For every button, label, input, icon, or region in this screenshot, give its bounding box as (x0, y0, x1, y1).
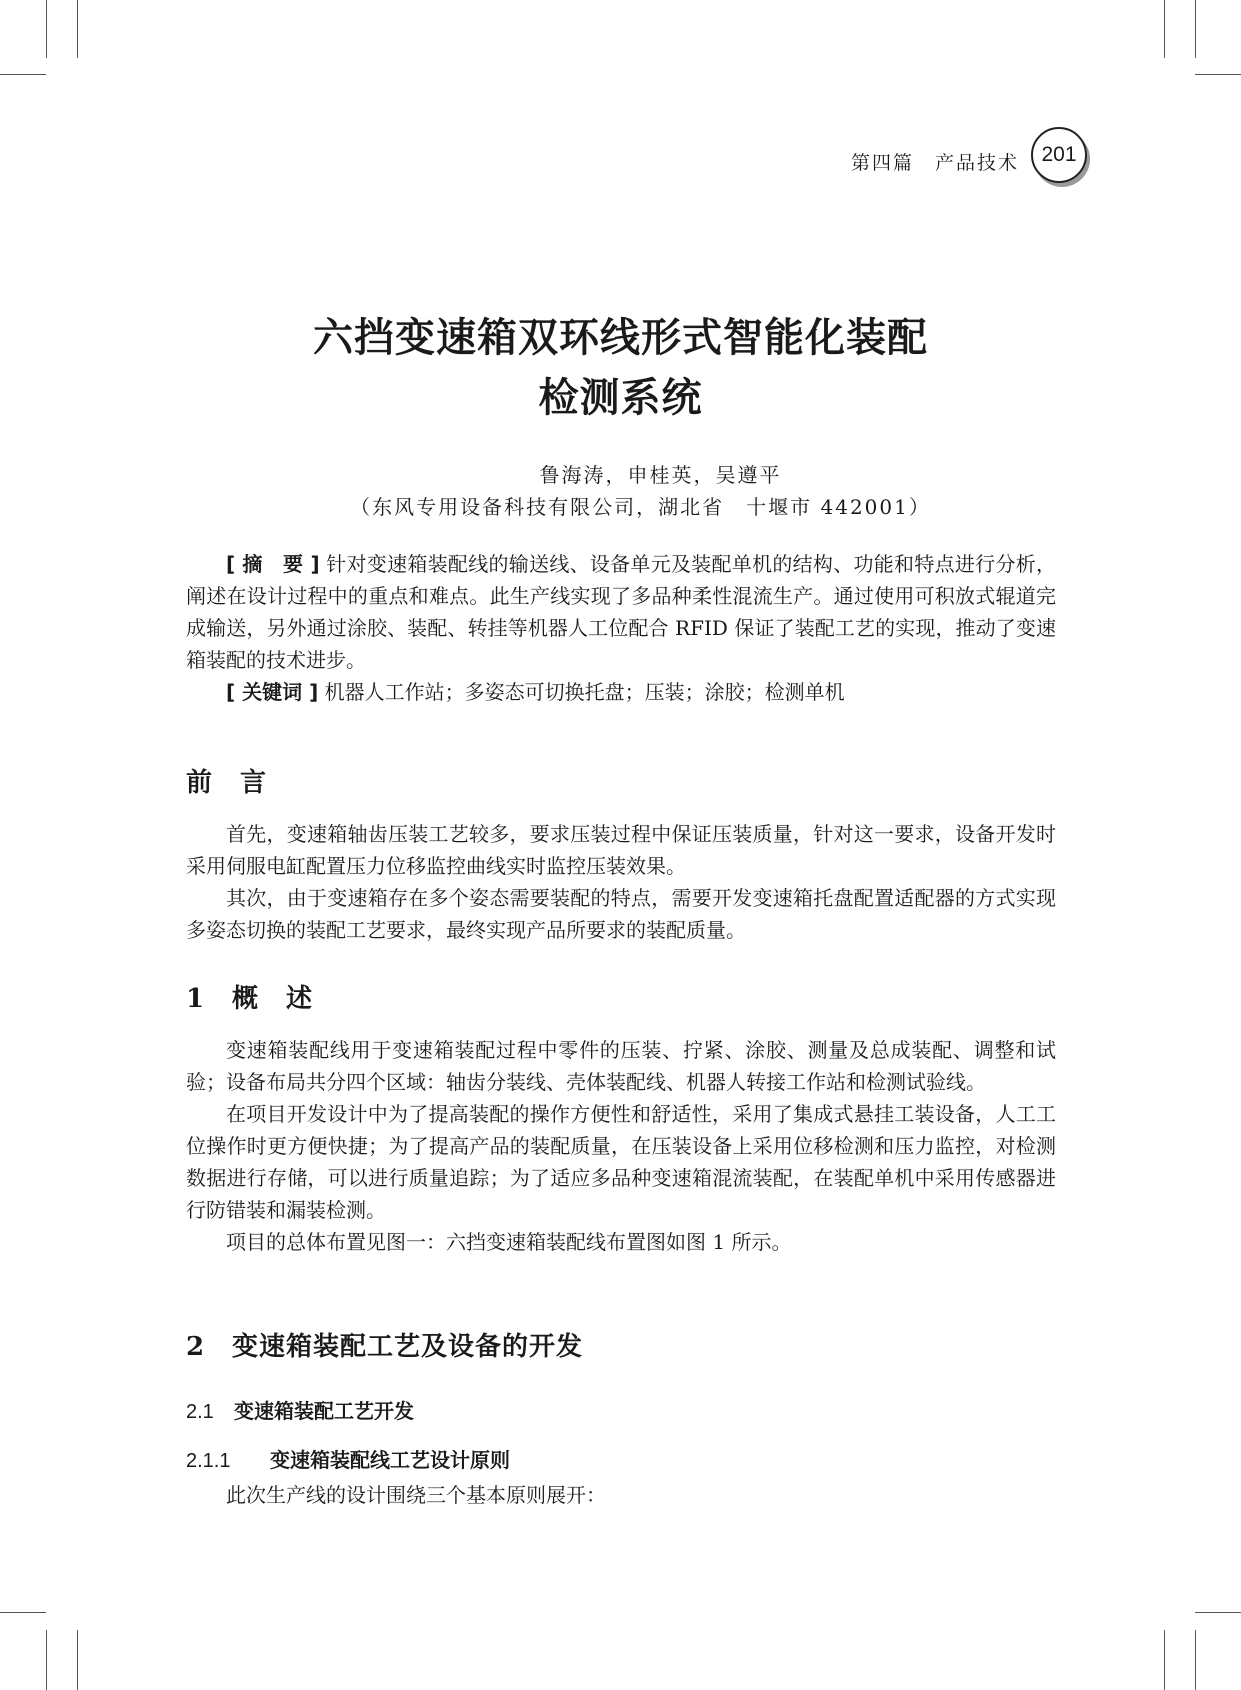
section-2-1-1-body (186, 1479, 1056, 1511)
section-2-1-heading (186, 1395, 414, 1424)
abstract-label: [ 摘 要 ] (226, 552, 320, 576)
section-2-heading (186, 1326, 583, 1363)
subsection-title: 变速箱装配工艺开发 (234, 1399, 414, 1423)
preface-paragraph: 首先，变速箱轴齿压装工艺较多，要求压装过程中保证压装质量，针对这一要求，设备开发时采用伺服电缸配置压力位移监控曲线实时监控压装效果。 (186, 822, 1056, 878)
preface-paragraph: 其次，由于变速箱存在多个姿态需要装配的特点，需要开发变速箱托盘配置适配器的方式实现多姿态切换的装配工艺要求，最终实现产品所要求的装配质量。 (186, 886, 1056, 942)
section-title: 概 述 (232, 984, 314, 1014)
section-paragraph: 此次生产线的设计围绕三个基本原则展开： (226, 1483, 606, 1507)
subsubsection-title: 变速箱装配线工艺设计原则 (270, 1448, 510, 1472)
paper-title-line-2: 检测系统 (538, 375, 703, 421)
section-title: 变速箱装配工艺及设备的开发 (232, 1332, 584, 1362)
abstract-text: 针对变速箱装配线的输送线、设备单元及装配单机的结构、功能和特点进行分析，阐述在设计过程中的重点和难点。此生产线实现了多品种柔性混流生产。通过使用可积放式辊道完成输送，另外通过涂胶、装配、转挂等机器人工位配合 RFID 保证了装配工艺的实现，推动了变速箱装配的技术进步。 (186, 552, 1056, 672)
authors: 鲁海涛，申桂英，吴遵平 (539, 463, 782, 487)
section-number: 2 (186, 1332, 206, 1362)
subsection-number: 2.1 (186, 1401, 214, 1423)
section-1-body (186, 1034, 1056, 1258)
affiliation: （东风专用设备科技有限公司，湖北省 十堰市 442001） (350, 495, 931, 519)
section-1-heading (186, 978, 313, 1015)
section-paragraph: 在项目开发设计中为了提高装配的操作方便性和舒适性，采用了集成式悬挂工装设备，人工工位操作时更方便快捷；为了提高产品的装配质量，在压装设备上采用位移检测和压力监控，对检测数据进行存储，可以进行质量追踪；为了适应多品种变速箱混流装配，在装配单机中采用传感器进行防错装和漏装检测。 (186, 1102, 1056, 1222)
page-number-badge: 201 (1031, 127, 1087, 183)
section-paragraph: 项目的总体布置见图一：六挡变速箱装配线布置图如图 1 所示。 (226, 1230, 792, 1254)
running-header: 第四篇 产品技术 (850, 152, 1019, 174)
preface-heading: 前 言 (186, 768, 268, 798)
section-number: 1 (186, 984, 206, 1014)
abstract (186, 548, 1056, 708)
keywords-text: 机器人工作站；多姿态可切换托盘；压装；涂胶；检测单机 (324, 680, 845, 704)
paper-title-line-1: 六挡变速箱双环线形式智能化装配 (313, 315, 928, 361)
keywords-label: [ 关键词 ] (226, 680, 319, 704)
section-2-1-1-heading (186, 1444, 510, 1473)
subsubsection-number: 2.1.1 (186, 1450, 231, 1472)
section-paragraph: 变速箱装配线用于变速箱装配过程中零件的压装、拧紧、涂胶、测量及总成装配、调整和试验；设备布局共分四个区域：轴齿分装线、壳体装配线、机器人转接工作站和检测试验线。 (186, 1038, 1056, 1094)
preface-body (186, 818, 1056, 946)
